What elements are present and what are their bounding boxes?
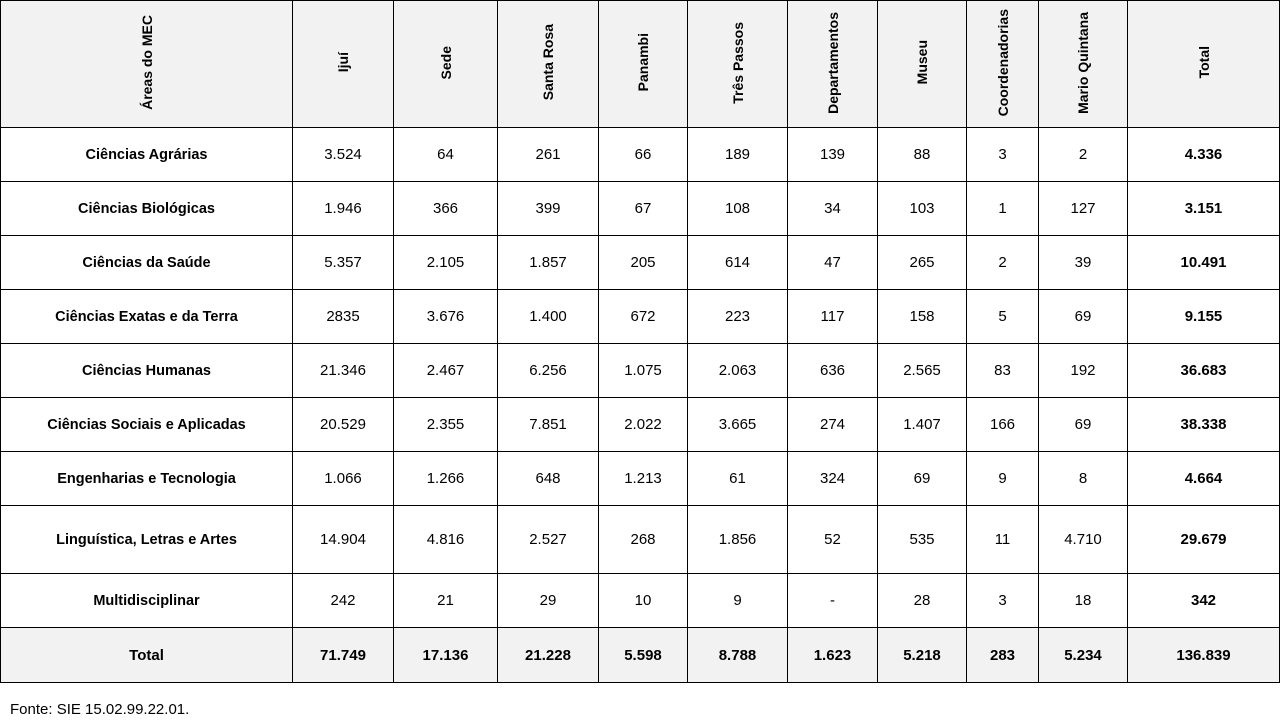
value-cell: 10 [599,574,688,628]
value-cell: 28 [878,574,967,628]
value-cell: 2 [1039,128,1128,182]
value-cell: 1.856 [688,506,788,574]
row-total-cell: 9.155 [1128,290,1280,344]
grand-total-cell: 136.839 [1128,628,1280,683]
row-total-cell: 38.338 [1128,398,1280,452]
value-cell: 2.565 [878,344,967,398]
value-cell: 2.022 [599,398,688,452]
value-cell: 52 [788,506,878,574]
value-cell: 2.355 [394,398,498,452]
value-cell: 34 [788,182,878,236]
column-header [1,1,293,128]
value-cell: 9 [967,452,1039,506]
value-cell: 274 [788,398,878,452]
value-cell: 2 [967,236,1039,290]
value-cell: 223 [688,290,788,344]
value-cell: 9 [688,574,788,628]
value-cell: 69 [1039,398,1128,452]
table-row [1,506,1280,574]
value-cell: 366 [394,182,498,236]
row-total-cell: 4.664 [1128,452,1280,506]
value-cell: 636 [788,344,878,398]
value-cell: 1.857 [498,236,599,290]
value-cell: 1.213 [599,452,688,506]
row-total-cell: 4.336 [1128,128,1280,182]
table-row [1,236,1280,290]
column-header [967,1,1039,128]
value-cell: 2.467 [394,344,498,398]
value-cell: 268 [599,506,688,574]
column-header-label: Ijuí [335,52,351,73]
area-cell: Ciências Humanas [1,344,293,398]
column-header [1039,1,1128,128]
value-cell: 1.946 [293,182,394,236]
value-cell: 117 [788,290,878,344]
column-header-label: Total [1195,46,1212,79]
area-cell: Multidisciplinar [1,574,293,628]
value-cell: 672 [599,290,688,344]
value-cell: 66 [599,128,688,182]
value-cell: 1.400 [498,290,599,344]
column-header-label: Santa Rosa [540,24,556,101]
value-cell: 3 [967,574,1039,628]
value-cell: 614 [688,236,788,290]
value-cell: 205 [599,236,688,290]
value-cell: 2.105 [394,236,498,290]
value-cell: 1.266 [394,452,498,506]
value-cell: 2835 [293,290,394,344]
column-header-label: Departamentos [824,11,841,114]
value-cell: 67 [599,182,688,236]
total-label-cell: Total [1,628,293,683]
value-cell: - [788,574,878,628]
area-cell: Ciências Biológicas [1,182,293,236]
value-cell: 18 [1039,574,1128,628]
area-cell: Ciências Sociais e Aplicadas [1,398,293,452]
value-cell: 166 [967,398,1039,452]
value-cell: 88 [878,128,967,182]
value-cell: 69 [1039,290,1128,344]
table-row [1,182,1280,236]
row-total-cell: 10.491 [1128,236,1280,290]
column-header [878,1,967,128]
column-total-cell: 5.234 [1039,628,1128,683]
column-header [788,1,878,128]
column-header-label: Panambi [635,33,651,92]
value-cell: 8 [1039,452,1128,506]
value-cell: 648 [498,452,599,506]
column-total-cell: 8.788 [688,628,788,683]
area-cell: Ciências da Saúde [1,236,293,290]
value-cell: 242 [293,574,394,628]
value-cell: 139 [788,128,878,182]
value-cell: 535 [878,506,967,574]
value-cell: 1.407 [878,398,967,452]
value-cell: 69 [878,452,967,506]
table-row [1,574,1280,628]
value-cell: 2.527 [498,506,599,574]
table-row [1,344,1280,398]
value-cell: 29 [498,574,599,628]
value-cell: 192 [1039,344,1128,398]
value-cell: 261 [498,128,599,182]
value-cell: 11 [967,506,1039,574]
column-header [394,1,498,128]
area-cell: Ciências Exatas e da Terra [1,290,293,344]
value-cell: 83 [967,344,1039,398]
value-cell: 64 [394,128,498,182]
value-cell: 3.524 [293,128,394,182]
column-header-label: Três Passos [729,21,746,104]
value-cell: 189 [688,128,788,182]
value-cell: 4.710 [1039,506,1128,574]
value-cell: 127 [1039,182,1128,236]
column-total-cell: 71.749 [293,628,394,683]
value-cell: 3 [967,128,1039,182]
value-cell: 7.851 [498,398,599,452]
row-total-cell: 3.151 [1128,182,1280,236]
table-row [1,452,1280,506]
column-total-cell: 1.623 [788,628,878,683]
value-cell: 20.529 [293,398,394,452]
value-cell: 324 [788,452,878,506]
table-row [1,398,1280,452]
value-cell: 158 [878,290,967,344]
value-cell: 39 [1039,236,1128,290]
area-cell: Ciências Agrárias [1,128,293,182]
value-cell: 21.346 [293,344,394,398]
value-cell: 47 [788,236,878,290]
value-cell: 103 [878,182,967,236]
column-total-cell: 283 [967,628,1039,683]
value-cell: 399 [498,182,599,236]
value-cell: 1.075 [599,344,688,398]
table-row [1,128,1280,182]
column-total-cell: 17.136 [394,628,498,683]
column-header-label: Sede [437,45,454,80]
value-cell: 1.066 [293,452,394,506]
column-header-label: Mario Quintana [1075,11,1091,114]
column-total-cell: 5.218 [878,628,967,683]
column-total-cell: 21.228 [498,628,599,683]
row-total-cell: 36.683 [1128,344,1280,398]
column-header-label: Coordenadorias [994,8,1011,117]
area-cell: Linguística, Letras e Artes [1,506,293,574]
column-header-label: Museu [914,40,930,85]
value-cell: 14.904 [293,506,394,574]
value-cell: 108 [688,182,788,236]
table-row [1,290,1280,344]
value-cell: 21 [394,574,498,628]
row-total-cell: 342 [1128,574,1280,628]
column-header-label: Áreas do MEC [138,15,155,110]
column-header [599,1,688,128]
source-note: Fonte: SIE 15.02.99.22.01. [10,701,190,718]
value-cell: 3.665 [688,398,788,452]
value-cell: 2.063 [688,344,788,398]
column-header [293,1,394,128]
value-cell: 6.256 [498,344,599,398]
total-row [1,628,1280,683]
column-header [498,1,599,128]
value-cell: 61 [688,452,788,506]
header-row [1,1,1280,128]
column-total-cell: 5.598 [599,628,688,683]
value-cell: 5.357 [293,236,394,290]
value-cell: 5 [967,290,1039,344]
column-header [688,1,788,128]
value-cell: 265 [878,236,967,290]
column-header [1128,1,1280,128]
value-cell: 3.676 [394,290,498,344]
value-cell: 4.816 [394,506,498,574]
row-total-cell: 29.679 [1128,506,1280,574]
value-cell: 1 [967,182,1039,236]
area-cell: Engenharias e Tecnologia [1,452,293,506]
